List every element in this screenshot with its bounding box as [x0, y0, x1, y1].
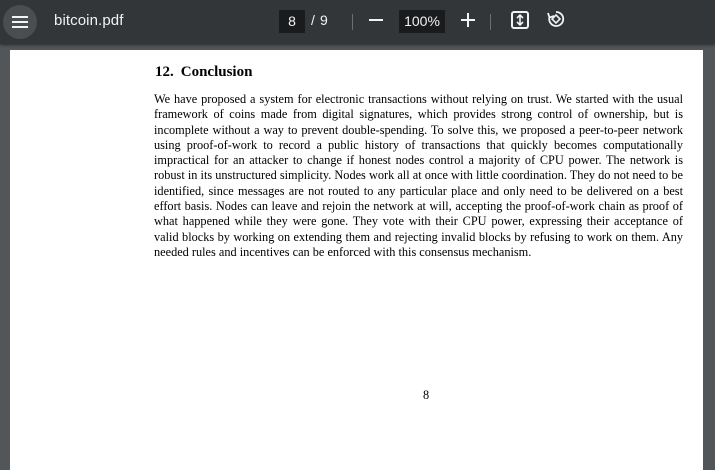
section-heading: [155, 64, 252, 81]
section-title: Conclusion: [180, 64, 253, 80]
section-number: 12.: [155, 64, 174, 80]
zoom-in-button[interactable]: [456, 10, 480, 34]
total-pages: 9: [320, 12, 328, 28]
rotate-button[interactable]: [544, 9, 568, 33]
zoom-level-input[interactable]: 100%: [399, 10, 445, 33]
toolbar-divider: [490, 14, 491, 30]
document-viewport[interactable]: [0, 44, 715, 414]
fit-to-page-button[interactable]: [508, 10, 532, 34]
fit-to-page-icon: [511, 11, 529, 34]
page-separator: /: [311, 12, 315, 28]
document-title: bitcoin.pdf: [54, 12, 124, 29]
rotate-icon: [546, 9, 566, 34]
conclusion-paragraph: We have proposed a system for electronic transactions without relying on trust. We started with the usual framework of coins made from digital signatures, which provides strong control of ownership, but is incomplete without a way to prevent double-spending. To solve this, we proposed a peer-to-peer network using proof-of-work to record a public history of transactions that quickly becomes computationally impractical for an attacker to change if honest nodes control a majority of CPU power. The network is robust in its unstructured simplicity. Nodes work all at once with little coordination. They do not need to be identified, since messages are not routed to any particular place and only need to be delivered on a best effort basis. Nodes can leave and rejoin the network at will, accepting the proof-of-work chain as proof of what happened while they were gone. They vote with their CPU power, expressing their acceptance of valid blocks by working on extending them and rejecting invalid blocks by refusing to work on them. Any needed rules and incentives can be enforced with this consensus mechanism.: [154, 92, 683, 259]
pdf-toolbar: [0, 0, 715, 44]
plus-icon: [461, 13, 475, 32]
toolbar-divider: [352, 14, 353, 30]
current-page-input[interactable]: 8: [279, 10, 305, 33]
pdf-page: [10, 50, 703, 470]
minus-icon: [369, 13, 383, 32]
zoom-out-button[interactable]: [364, 10, 388, 34]
menu-button[interactable]: [3, 5, 37, 39]
page-number: 8: [423, 388, 430, 402]
menu-icon: [12, 15, 28, 29]
